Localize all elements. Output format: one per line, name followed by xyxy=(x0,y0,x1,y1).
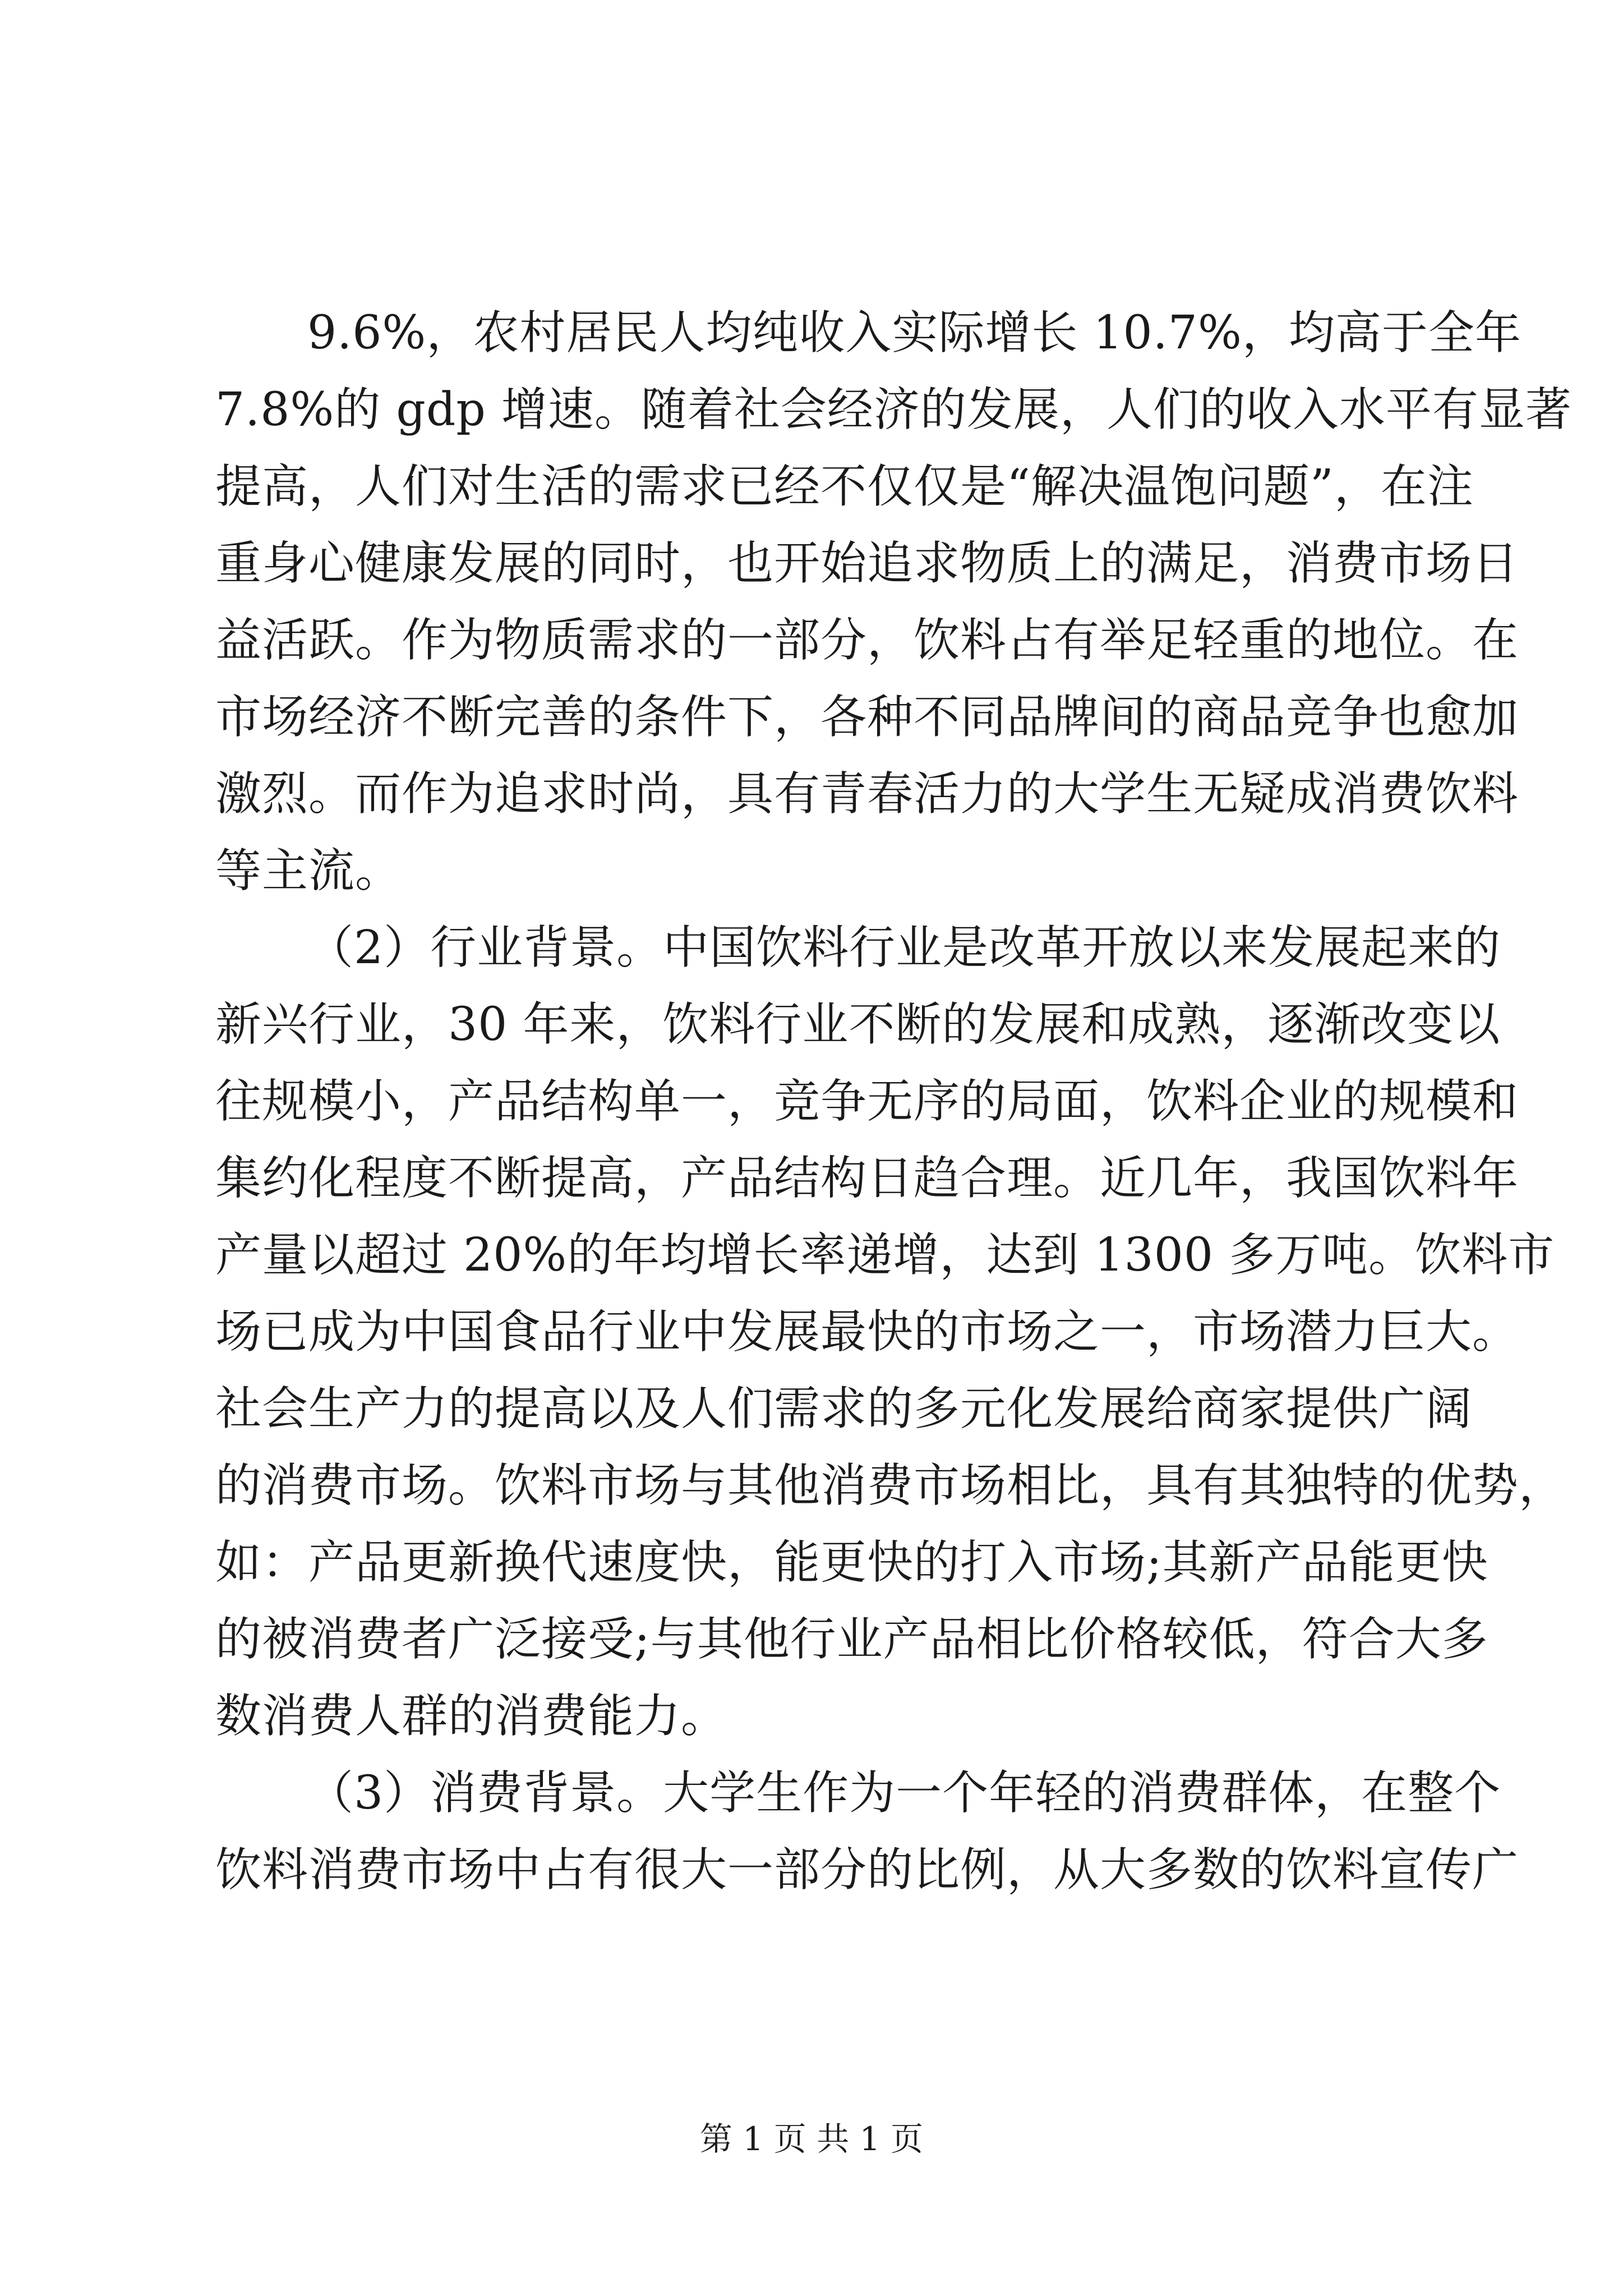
body-text xyxy=(215,295,1572,1908)
text-line: 7.8%的 gdp 增速。随着社会经济的发展，人们的收入水平有显著 xyxy=(215,383,1572,436)
text-line: 集约化程度不断提高，产品结构日趋合理。近几年，我国饮料年 xyxy=(215,1152,1519,1205)
text-line: 往规模小，产品结构单一，竞争无序的局面，饮料企业的规模和 xyxy=(215,1075,1519,1128)
text-line: 的被消费者广泛接受;与其他行业产品相比价格较低，符合大多 xyxy=(215,1613,1488,1666)
text-line: 数消费人群的消费能力。 xyxy=(215,1690,728,1743)
text-line: （3）消费背景。大学生作为一个年轻的消费群体，在整个 xyxy=(307,1766,1501,1820)
text-line: 社会生产力的提高以及人们需求的多元化发展给商家提供广阔 xyxy=(215,1382,1473,1435)
paragraph-3 xyxy=(215,1755,1519,1908)
paragraph-1 xyxy=(215,295,1572,909)
text-line: 饮料消费市场中占有很大一部分的比例，从大多数的饮料宣传广 xyxy=(215,1843,1519,1897)
text-line: 激烈。而作为追求时尚，具有青春活力的大学生无疑成消费饮料 xyxy=(215,767,1519,821)
text-line: （2）行业背景。中国饮料行业是改革开放以来发展起来的 xyxy=(307,921,1501,974)
text-line: 场已成为中国食品行业中发展最快的市场之一，市场潜力巨大。 xyxy=(215,1305,1519,1359)
paragraph-2 xyxy=(215,909,1566,1755)
text-line: 的消费市场。饮料市场与其他消费市场相比，具有其独特的优势， xyxy=(215,1459,1566,1512)
page-footer xyxy=(0,2119,1623,2159)
text-line: 新兴行业，30 年来，饮料行业不断的发展和成熟，逐渐改变以 xyxy=(215,998,1501,1051)
text-line: 产量以超过 20%的年均增长率递增，达到 1300 多万吨。饮料市 xyxy=(215,1228,1555,1282)
page-number-label: 第 1 页 共 1 页 xyxy=(700,2120,923,2158)
text-line: 重身心健康发展的同时，也开始追求物质上的满足，消费市场日 xyxy=(215,537,1519,590)
text-line: 益活跃。作为物质需求的一部分，饮料占有举足轻重的地位。在 xyxy=(215,614,1519,667)
text-line: 等主流。 xyxy=(215,844,402,898)
text-line: 9.6%，农村居民人均纯收入实际增长 10.7%，均高于全年 xyxy=(307,306,1521,360)
text-line: 提高，人们对生活的需求已经不仅仅是“解决温饱问题”，在注 xyxy=(215,460,1474,513)
text-line: 市场经济不断完善的条件下，各种不同品牌间的商品竞争也愈加 xyxy=(215,691,1519,744)
text-line: 如：产品更新换代速度快，能更快的打入市场;其新产品能更快 xyxy=(215,1536,1488,1589)
